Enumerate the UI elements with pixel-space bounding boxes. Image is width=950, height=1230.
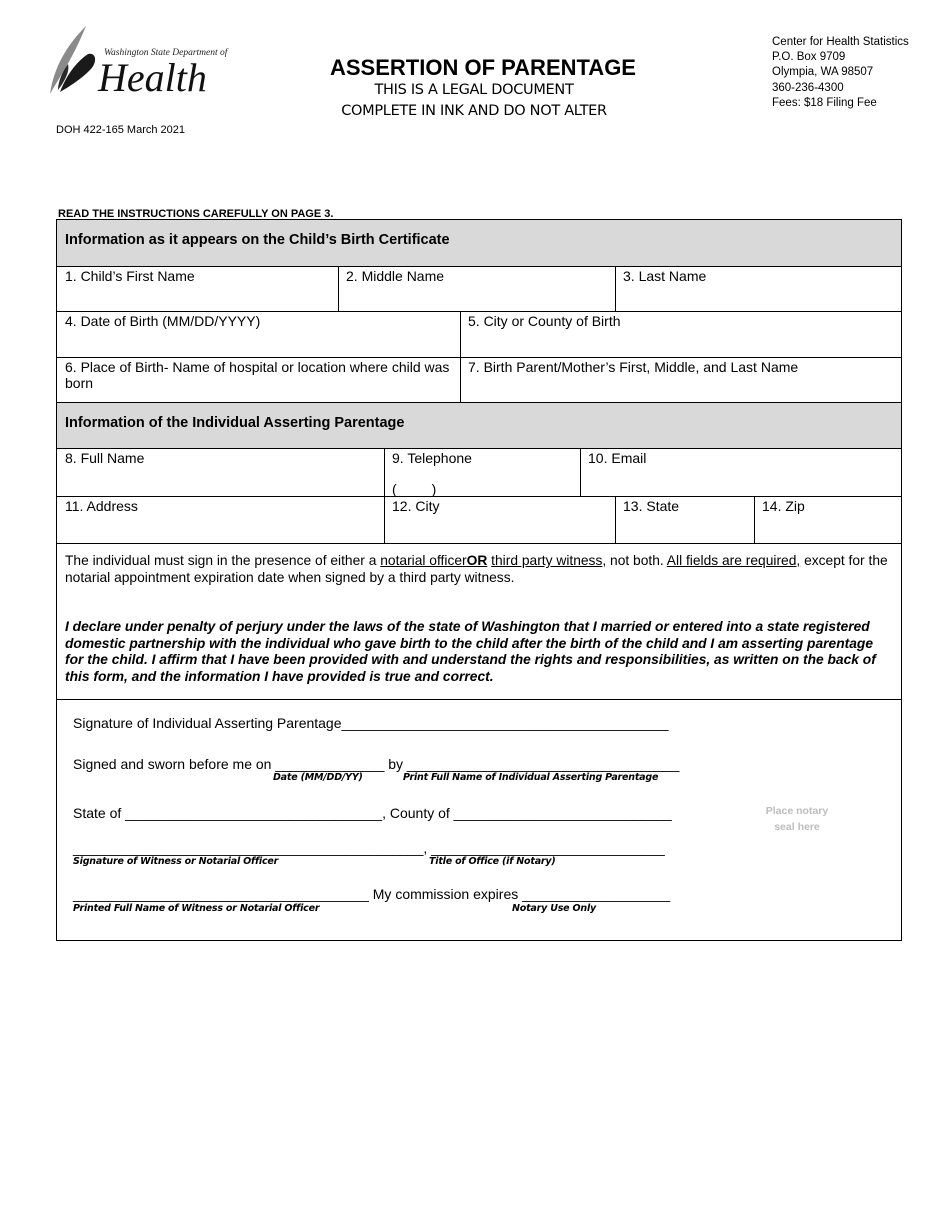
section-child-header: Information as it appears on the Child’s Birth Certificate bbox=[57, 220, 901, 266]
state-county-line[interactable]: State of _________________________________, County of ____________________________ bbox=[73, 805, 672, 821]
caption-witness-signature: Signature of Witness or Notarial Officer bbox=[73, 856, 279, 867]
caption-print-name: Print Full Name of Individual Asserting Parentage bbox=[403, 772, 659, 783]
page-title: ASSERTION OF PARENTAGE bbox=[330, 55, 636, 80]
witness-signature-line[interactable]: _____________________________________________, ______________________________ bbox=[73, 840, 665, 856]
field-address[interactable]: 11. Address bbox=[65, 498, 138, 514]
sworn-line[interactable]: Signed and sworn before me on ______________ by ___________________________________ bbox=[73, 756, 680, 772]
notary-seal-area bbox=[747, 803, 847, 835]
field-middle-name[interactable]: 2. Middle Name bbox=[346, 268, 445, 284]
contact-line: Fees: $18 Filing Fee bbox=[772, 96, 877, 109]
divider bbox=[57, 699, 901, 700]
divider bbox=[615, 266, 616, 311]
instr-notarial: notarial officer bbox=[380, 553, 467, 568]
seal-text: seal here bbox=[774, 821, 820, 833]
field-city-county-birth[interactable]: 5. City or County of Birth bbox=[468, 313, 621, 329]
caption-printed-witness: Printed Full Name of Witness or Notarial Officer bbox=[73, 903, 320, 914]
contact-block bbox=[772, 35, 909, 111]
instr-text: , not both. bbox=[602, 553, 667, 568]
field-state[interactable]: 13. State bbox=[623, 498, 680, 514]
field-place-of-birth[interactable]: 6. Place of Birth- Name of hospital or location where child was born bbox=[65, 359, 450, 391]
contact-line: Center for Health Statistics bbox=[772, 36, 909, 48]
divider bbox=[338, 266, 339, 311]
field-email[interactable]: 10. Email bbox=[588, 450, 647, 466]
contact-line: Olympia, WA 98507 bbox=[772, 66, 874, 79]
subtitle-ink: COMPLETE IN INK AND DO NOT ALTER bbox=[341, 103, 607, 119]
field-full-name[interactable]: 8. Full Name bbox=[65, 450, 145, 466]
divider bbox=[57, 266, 901, 267]
divider bbox=[580, 448, 581, 496]
telephone-area-code: ( ) bbox=[392, 481, 437, 497]
form-box bbox=[56, 219, 902, 941]
field-last-name[interactable]: 3. Last Name bbox=[623, 268, 707, 284]
caption-date: Date (MM/DD/YY) bbox=[273, 772, 363, 783]
field-child-first-name[interactable]: 1. Child’s First Name bbox=[65, 268, 195, 284]
seal-text: Place notary bbox=[765, 805, 829, 817]
contact-line: P.O. Box 9709 bbox=[772, 51, 846, 64]
divider bbox=[615, 496, 616, 543]
instr-witness: third party witness bbox=[491, 553, 603, 568]
instr-or: OR bbox=[466, 553, 488, 568]
caption-title-office: Title of Office (if Notary) bbox=[429, 856, 556, 867]
subtitle-legal: THIS IS A LEGAL DOCUMENT bbox=[374, 82, 574, 98]
signature-line[interactable]: Signature of Individual Asserting Parentage__________________________________________ bbox=[73, 715, 669, 731]
divider bbox=[57, 311, 901, 312]
logo-word: Health bbox=[98, 55, 207, 100]
logo-dept-text: Washington State Department of bbox=[104, 48, 228, 58]
divider bbox=[57, 496, 901, 497]
form-number: DOH 422-165 March 2021 bbox=[56, 124, 186, 136]
field-birth-parent-name[interactable]: 7. Birth Parent/Mother’s First, Middle, and Last Name bbox=[468, 359, 799, 375]
divider bbox=[57, 448, 901, 449]
section-individual-header: Information of the Individual Asserting Parentage bbox=[57, 403, 901, 448]
field-date-of-birth[interactable]: 4. Date of Birth (MM/DD/YYYY) bbox=[65, 313, 261, 329]
read-instructions: READ THE INSTRUCTIONS CAREFULLY ON PAGE 3. bbox=[58, 208, 334, 220]
divider bbox=[754, 496, 755, 543]
declaration-text: I declare under penalty of perjury under the laws of the state of Washington that I married or entered into a state registered domestic partnership with the individual who gave birth to the child after the birth of the child and I am asserting parentage for the child. I affirm that I have been provided with and understand the rights and responsibilities, as written on the back of this form, and the information I have provided is true and correct. bbox=[65, 619, 876, 684]
field-city[interactable]: 12. City bbox=[392, 498, 440, 514]
signing-instructions bbox=[65, 553, 895, 586]
instr-text: except for the notarial appointment expiration date when signed by a third party witness. bbox=[65, 553, 888, 585]
commission-line[interactable]: ______________________________________ My commission expires ___________________ bbox=[73, 886, 671, 902]
contact-line: 360-236-4300 bbox=[772, 81, 844, 94]
caption-notary-use: Notary Use Only bbox=[512, 903, 597, 914]
field-zip[interactable]: 14. Zip bbox=[762, 498, 805, 514]
divider bbox=[57, 543, 901, 544]
field-telephone[interactable]: 9. Telephone bbox=[392, 450, 472, 466]
instr-required: All fields are required, bbox=[666, 553, 801, 568]
instr-text: The individual must sign in the presence of either a bbox=[65, 553, 381, 568]
divider bbox=[57, 357, 901, 358]
